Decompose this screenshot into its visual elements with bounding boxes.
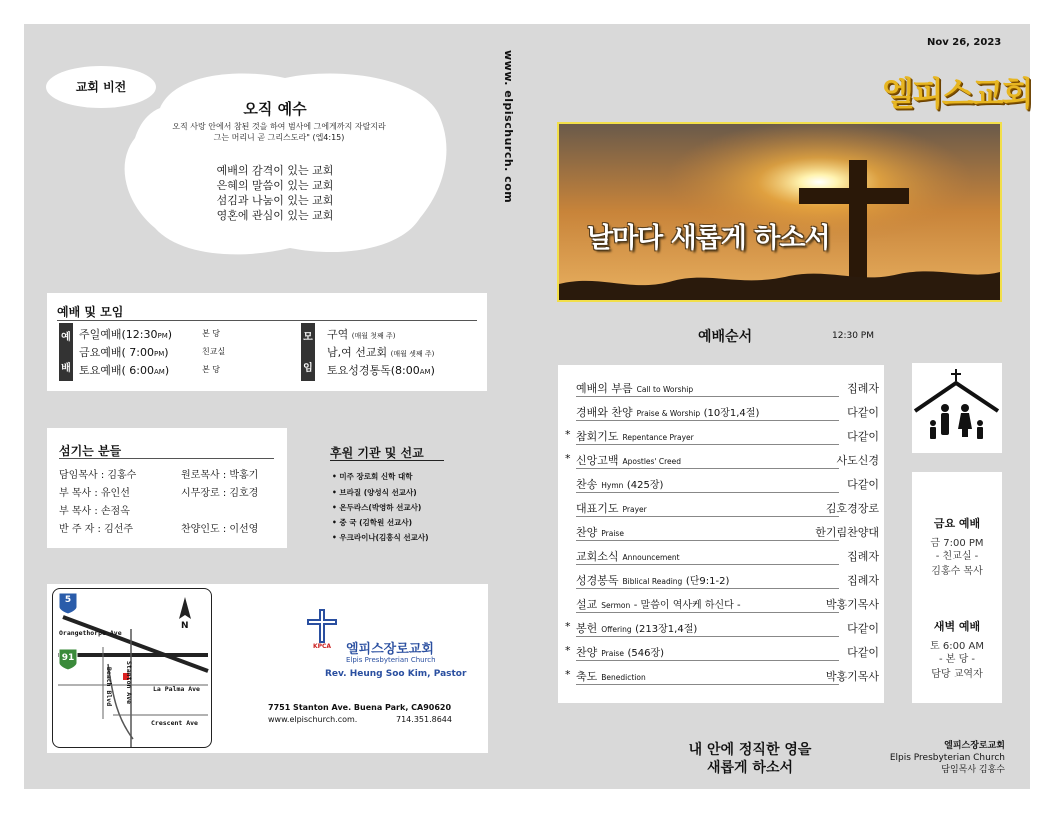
friday-service-place: - 친교실 -	[935, 551, 979, 562]
order-star: *	[565, 668, 571, 681]
order-item-title: 찬송 Hymn (425장)	[576, 478, 664, 491]
order-item-rule	[576, 636, 839, 637]
order-title: 예배순서	[698, 329, 753, 345]
badge-char: 배	[61, 363, 71, 374]
friday-service-leader: 김홍수 목사	[931, 566, 983, 577]
staff-member: 시무장로 : 김호경	[181, 488, 259, 499]
order-star: *	[565, 644, 571, 657]
order-item	[565, 402, 879, 422]
order-item-rule	[576, 588, 839, 589]
contact-pastor: Rev. Heung Soo Kim, Pastor	[325, 669, 467, 679]
order-item-rule	[576, 468, 839, 469]
order-item-title: 봉헌 Offering (213장1,4절)	[576, 622, 698, 635]
order-item	[565, 642, 879, 662]
kpca-badge: KPCA	[312, 643, 332, 650]
order-item	[565, 450, 879, 470]
meeting-item: 남,여 선교회 (매월 셋째 주)	[327, 346, 435, 359]
order-star: *	[565, 452, 571, 465]
worship-badge-right	[301, 323, 315, 381]
slogan-line1: 내 안에 정직한 영을	[688, 742, 812, 758]
order-item-rule	[576, 564, 839, 565]
family-church-icon	[912, 363, 1002, 453]
order-time: 12:30 PM	[832, 331, 874, 341]
vision-verse-line2: 그는 머리니 곧 그리스도라" (엡4:15)	[213, 133, 345, 142]
order-item	[565, 666, 879, 686]
dawn-service-title: 새벽 예배	[933, 620, 981, 633]
vision-title: 오직 예수	[243, 100, 307, 118]
order-item	[565, 546, 879, 566]
order-item-title: 찬양 Praise (546장)	[576, 646, 665, 659]
order-item-rule	[576, 516, 839, 517]
order-item-rule	[576, 396, 839, 397]
order-star: *	[565, 428, 571, 441]
staff-title: 섬기는 분들	[59, 444, 122, 458]
footer-pastor: 담임목사 김홍수	[941, 765, 1005, 775]
order-item-title: 성경봉독 Biblical Reading (단9:1-2)	[576, 574, 730, 587]
order-item-title: 교회소식 Announcement	[576, 550, 680, 563]
staff-panel	[47, 428, 287, 548]
friday-service-title: 금요 예배	[933, 517, 981, 530]
order-item-title: 축도 Benediction	[576, 670, 646, 683]
order-item-title: 경배와 찬양 Praise & Worship (10장1,4절)	[576, 406, 760, 419]
missions-title: 후원 기관 및 선교	[330, 446, 424, 460]
staff-member: 원로목사 : 박홍기	[181, 470, 259, 481]
kpca-cross-logo	[305, 609, 339, 653]
staff-member: 부 목사 : 유인선	[59, 488, 130, 499]
worship-place: 본 당	[202, 365, 220, 374]
bulletin-date: Nov 26, 2023	[927, 37, 1002, 48]
order-item-title: 대표기도 Prayer	[576, 502, 647, 515]
contact-phone: 714.351.8644	[396, 715, 452, 724]
mission-item: • 온두라스(박영하 선교사)	[332, 503, 422, 512]
order-item-title: 설교 Sermon - 말씀이 역사케 하신다 -	[576, 598, 741, 611]
vision-line: 섬김과 나눔이 있는 교회	[216, 194, 334, 207]
street-label: Orangethorpe Ave	[59, 629, 122, 637]
order-item-rule	[576, 444, 839, 445]
order-item-leader: 집례자	[847, 574, 879, 587]
order-item-leader: 다같이	[847, 478, 879, 491]
vision-line: 예배의 감격이 있는 교회	[216, 164, 334, 177]
badge-char: 예	[61, 332, 71, 343]
order-item-rule	[576, 540, 839, 541]
sunset-cross-image	[559, 124, 1000, 300]
order-item-leader: 박홍기목사	[825, 670, 879, 683]
order-item-leader: 박홍기목사	[825, 598, 879, 611]
street-label: La Palma Ave	[153, 685, 200, 693]
worship-item: 금요예배( 7:00PM)	[79, 346, 169, 359]
order-item	[565, 618, 879, 638]
hero-banner	[557, 122, 1002, 302]
order-item-leader: 다같이	[847, 622, 879, 635]
order-item	[565, 570, 879, 590]
vision-lines	[150, 163, 400, 223]
order-item-rule	[576, 660, 839, 661]
footer-info	[890, 740, 1005, 776]
order-star: *	[565, 620, 571, 633]
order-item	[565, 378, 879, 398]
contact-web: www.elpischurch.com.	[268, 715, 358, 724]
street-label: Beach Blvd	[105, 667, 113, 707]
order-item-rule	[576, 492, 839, 493]
mission-item: • 우크라이나(김흥식 선교사)	[332, 533, 429, 542]
mission-item: • 중 국 (김학원 선교사)	[332, 518, 413, 527]
footer-name-en: Elpis Presbyterian Church	[889, 753, 1005, 763]
church-brand-logo: 엘피스교회	[882, 74, 1032, 113]
meeting-item: 구역 (매월 첫째 주)	[327, 328, 396, 341]
worship-item: 주일예배(12:30PM)	[79, 328, 173, 341]
order-item-leader: 한기림찬양대	[815, 526, 879, 539]
mission-item: • 브라질 (양성식 선교사)	[332, 488, 417, 497]
order-item-title: 찬양 Praise	[576, 526, 624, 539]
order-item-leader: 다같이	[847, 430, 879, 443]
badge-char: 모	[303, 332, 313, 343]
worship-place: 친교실	[202, 347, 226, 356]
order-item-rule	[576, 612, 839, 613]
missions-rule	[330, 460, 444, 461]
staff-member: 찬양인도 : 이선영	[181, 524, 259, 535]
dawn-service-leader: 담당 교역자	[931, 669, 983, 680]
worship-title: 예배 및 모임	[57, 305, 124, 319]
freeway-5-label: 5	[64, 595, 72, 605]
freeway-91-label: 91	[61, 653, 75, 663]
badge-char: 임	[303, 363, 313, 374]
order-item	[565, 498, 879, 518]
footer-name-kr: 엘피스장로교회	[944, 741, 1005, 751]
vision-line: 영혼에 관심이 있는 교회	[216, 209, 334, 222]
order-item-rule	[576, 420, 839, 421]
worship-item: 토요예배( 6:00AM)	[79, 364, 170, 377]
meeting-item: 토요성경통독(8:00AM)	[327, 364, 435, 377]
contact-name-kr: 엘피스장로교회	[346, 642, 434, 657]
street-label: Crescent Ave	[151, 719, 198, 727]
vision-line: 은혜의 말씀이 있는 교회	[216, 179, 334, 192]
order-item-leader: 사도신경	[836, 454, 879, 467]
friday-service-time: 금 7:00 PM	[930, 538, 984, 549]
contact-name-en: Elpis Presbyterian Church	[346, 656, 436, 664]
worship-place: 본 당	[202, 329, 220, 338]
order-item-title: 신앙고백 Apostles' Creed	[576, 454, 682, 467]
vision-verse-line1: 오직 사랑 안에서 참된 것을 하여 범사에 그에게까지 자랄지라	[172, 122, 386, 131]
slogan-line2: 새롭게 하소서	[706, 760, 794, 776]
family-icon-panel	[912, 363, 1002, 453]
worship-badge-left	[59, 323, 73, 381]
website-vertical-text: www. elpischurch. com	[502, 50, 515, 204]
website-vertical	[500, 50, 520, 220]
north-label: N	[181, 621, 189, 631]
order-item	[565, 474, 879, 494]
staff-member: 부 목사 : 손점옥	[59, 506, 130, 517]
order-item	[565, 594, 879, 614]
order-item-leader: 집례자	[847, 382, 879, 395]
order-item	[565, 426, 879, 446]
order-item-title: 참회기도 Repentance Prayer	[576, 430, 694, 443]
slogan	[650, 741, 850, 777]
vision-verse	[140, 121, 418, 143]
order-item-title: 예배의 부름 Call to Worship	[576, 382, 694, 395]
staff-rule	[59, 458, 274, 459]
worship-panel	[47, 293, 487, 391]
hero-title: 날마다 새롭게 하소서	[587, 223, 830, 254]
order-item-rule	[576, 684, 839, 685]
dawn-service-place: - 본 당 -	[938, 654, 976, 665]
dawn-service-time: 토 6:00 AM	[930, 641, 984, 652]
staff-member: 반 주 자 : 김선주	[59, 524, 134, 535]
order-item-leader: 다같이	[847, 406, 879, 419]
order-item-leader: 김호경장로	[825, 502, 879, 515]
mission-item: • 미주 장로회 신학 대학	[332, 472, 413, 481]
location-map	[52, 588, 212, 748]
staff-member: 담임목사 : 김홍수	[59, 470, 137, 481]
order-item	[565, 522, 879, 542]
order-item-leader: 집례자	[847, 550, 879, 563]
contact-address: 7751 Stanton Ave. Buena Park, CA90620	[268, 703, 452, 712]
street-label: Stanton Ave	[125, 661, 133, 705]
order-item-leader: 다같이	[847, 646, 879, 659]
vision-tag-label: 교회 비전	[75, 80, 127, 94]
worship-rule	[57, 320, 477, 321]
